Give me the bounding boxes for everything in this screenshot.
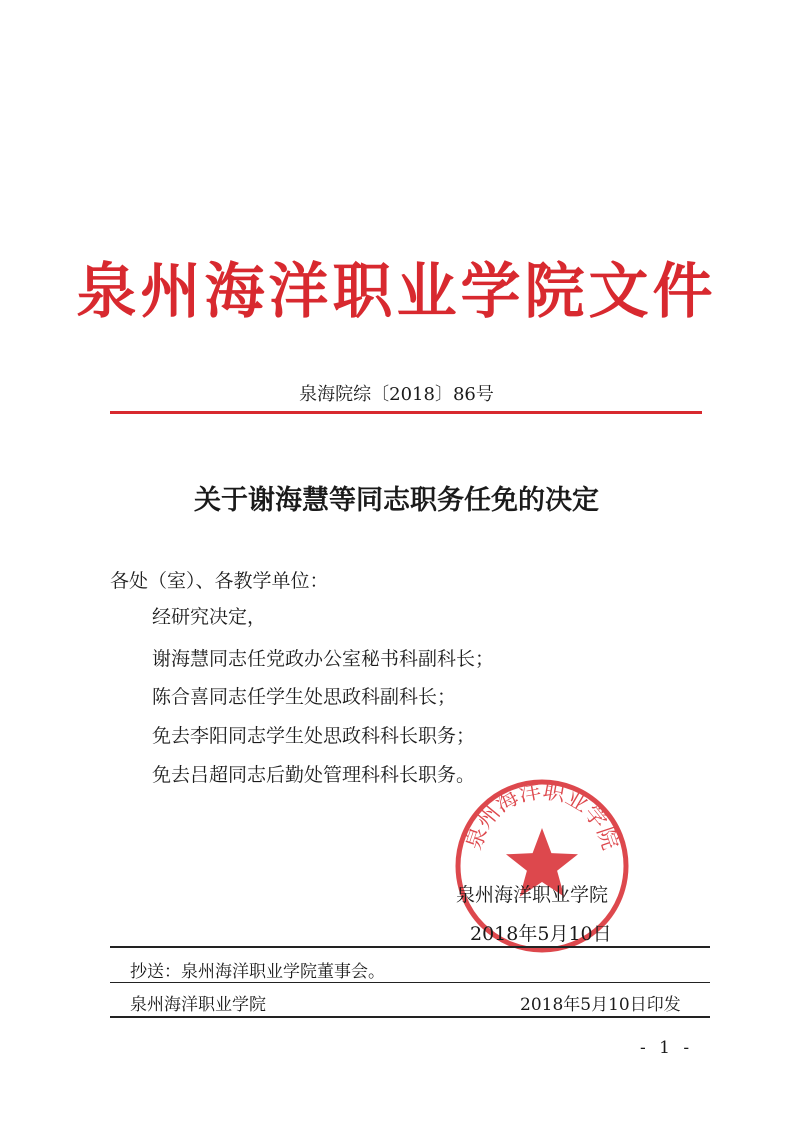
- salutation: 各处（室）、各教学单位：: [110, 570, 329, 592]
- footer-middle-rule: [110, 982, 710, 983]
- body-paragraph: 免去吕超同志后勤处管理科科长职务。: [152, 764, 476, 786]
- red-separator-line: [110, 411, 702, 414]
- document-number: 泉海院综〔2018〕86号: [299, 384, 494, 405]
- page-number: - 1 -: [640, 1038, 694, 1058]
- cc-recipients: 抄送：泉州海洋职业学院董事会。: [130, 962, 385, 982]
- issuing-organization: 泉州海洋职业学院: [130, 995, 266, 1015]
- seal-text: 泉州海洋职业学院: [461, 778, 623, 853]
- signature-date: 2018年5月10日: [470, 923, 612, 945]
- document-title: 关于谢海慧等同志职务任免的决定: [194, 485, 599, 516]
- signature-organization: 泉州海洋职业学院: [456, 884, 609, 906]
- body-paragraph: 谢海慧同志任党政办公室秘书科副科长；: [152, 648, 495, 670]
- footer-bottom-rule: [110, 1016, 710, 1018]
- footer-top-rule: [110, 946, 710, 948]
- body-paragraph: 经研究决定，: [152, 606, 267, 628]
- body-paragraph: 免去李阳同志学生处思政科科长职务；: [152, 725, 476, 747]
- document-header-title: 泉州海洋职业学院文件: [76, 257, 717, 327]
- print-date: 2018年5月10日印发: [520, 995, 681, 1015]
- body-paragraph: 陈合喜同志任学生处思政科副科长；: [152, 686, 457, 708]
